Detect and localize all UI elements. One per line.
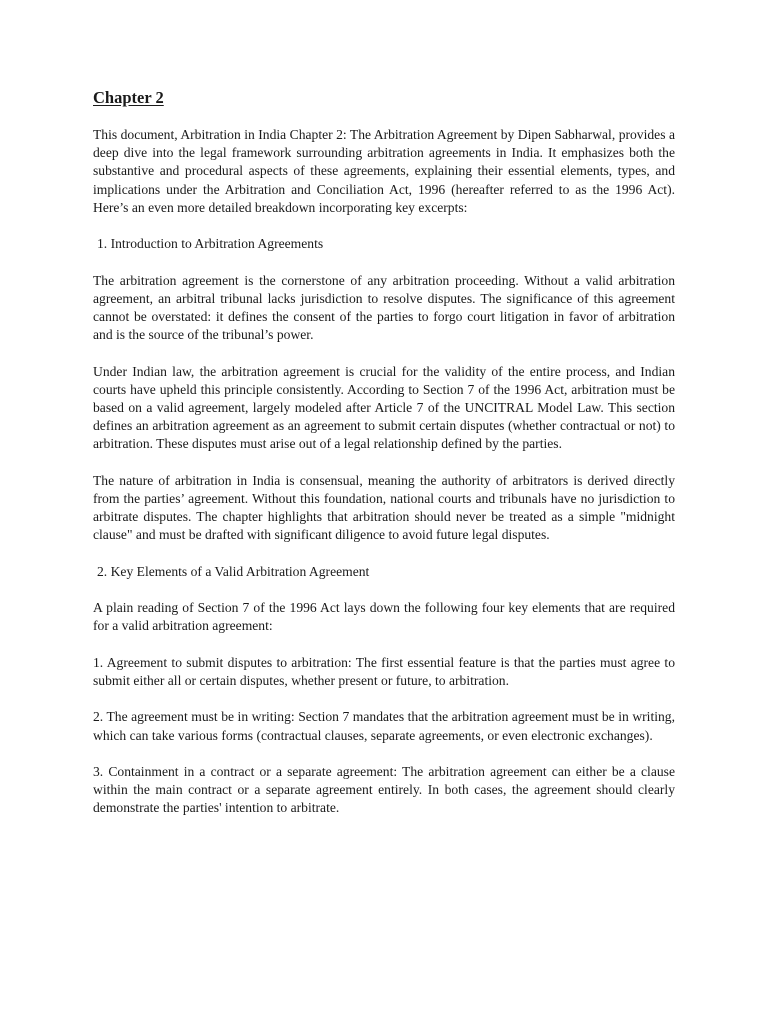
intro-paragraph: This document, Arbitration in India Chapter 2: The Arbitration Agreement by Dipen Sabharwal, provides a deep dive into the legal framework surrounding arbitration agreements in India. It emphasizes both the substantive and procedural aspects of these agreements, explaining their essential elements, types, and implications under the Arbitration and Conciliation Act, 1996 (hereafter referred to as the 1996 Act). Here’s an even more detailed breakdown incorporating key excerpts: — [93, 127, 675, 215]
chapter-heading: Chapter 2 — [93, 88, 164, 107]
list-item-in-writing: 2. The agreement must be in writing: Section 7 mandates that the arbitration agreement must be in writing, which can take various forms (contractual clauses, separate agreements, or even electronic exchanges). — [93, 709, 675, 743]
document-page — [93, 88, 675, 836]
list-item-agreement-to-submit: 1. Agreement to submit disputes to arbitration: The first essential feature is that the parties must agree to submit either all or certain disputes, whether present or future, to arbitration. — [93, 654, 675, 688]
paragraph-consensual-nature: The nature of arbitration in India is consensual, meaning the authority of arbitrators is derived directly from the parties’ agreement. Without this foundation, national courts and tribunals have no jurisdiction to arbitrate disputes. The chapter highlights that arbitration should never be treated as a simple "midnight clause" and must be drafted with significant diligence to avoid future legal disputes. — [93, 472, 675, 543]
list-item-containment: 3. Containment in a contract or a separate agreement: The arbitration agreement can either be a clause within the main contract or a separate agreement entirely. In both cases, the agreement should clearly demonstrate the parties' intention to arbitrate. — [93, 763, 675, 816]
section-heading-introduction: 1. Introduction to Arbitration Agreements — [97, 236, 324, 252]
paragraph-indian-law: Under Indian law, the arbitration agreement is crucial for the validity of the entire process, and Indian courts have upheld this principle consistently. According to Section 7 of the 1996 Act, arbitration must be based on a valid agreement, largely modeled after Article 7 of the UNCITRAL Model Law. This section defines an arbitration agreement as an agreement to submit certain disputes (whether contractual or not) to arbitration. These disputes must arise out of a legal relationship defined by the parties. — [93, 363, 675, 452]
paragraph-cornerstone: The arbitration agreement is the cornerstone of any arbitration proceeding. Without a valid arbitration agreement, an arbitral tribunal lacks jurisdiction to resolve disputes. The significance of this agreement cannot be overstated: it defines the consent of the parties to forgo court litigation in favor of arbitration and is the source of the tribunal’s power. — [93, 272, 675, 343]
paragraph-section7-reading: A plain reading of Section 7 of the 1996 Act lays down the following four key elements that are required for a valid arbitration agreement: — [93, 600, 675, 634]
section-heading-key-elements: 2. Key Elements of a Valid Arbitration Agreement — [97, 563, 370, 579]
